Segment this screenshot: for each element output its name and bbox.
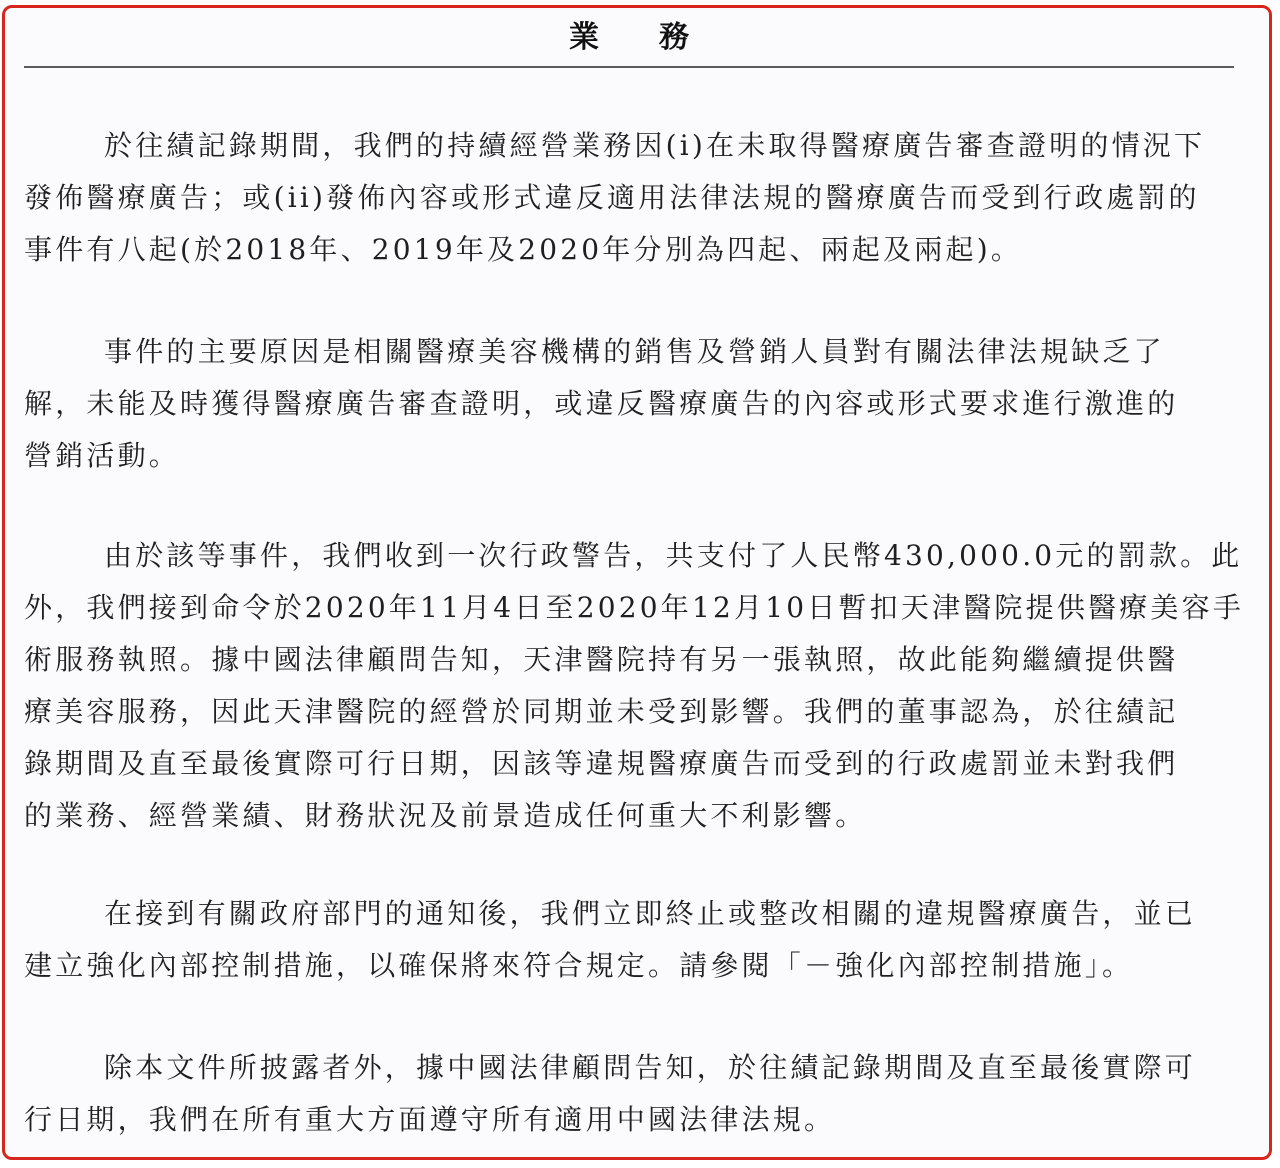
paragraph-remediation bbox=[24, 888, 1234, 992]
text-line: 由於該等事件，我們收到一次行政警告，共支付了人民幣430,000.0元的罰款。此 bbox=[104, 539, 1243, 572]
text-line: 事件的主要原因是相關醫療美容機構的銷售及營銷人員對有關法律法規缺乏了 bbox=[104, 335, 1165, 368]
paragraph-penalties bbox=[24, 530, 1245, 842]
text-line: 術服務執照。據中國法律顧問告知，天津醫院持有另一張執照，故此能夠繼續提供醫 bbox=[24, 643, 1179, 676]
text-line: 外，我們接到命令於2020年11月4日至2020年12月10日暫扣天津醫院提供醫療美容手 bbox=[24, 591, 1245, 624]
section-header bbox=[24, 14, 1234, 68]
text-line: 錄期間及直至最後實際可行日期，因該等違規醫療廣告而受到的行政處罰並未對我們 bbox=[24, 747, 1179, 780]
text-line: 事件有八起(於2018年、2019年及2020年分別為四起、兩起及兩起)。 bbox=[24, 233, 1023, 266]
text-line: 發佈醫療廣告；或(ii)發佈內容或形式違反適用法律法規的醫療廣告而受到行政處罰的 bbox=[24, 181, 1200, 214]
paragraph-violations bbox=[24, 120, 1234, 276]
paragraph-causes bbox=[24, 326, 1234, 482]
text-line: 營銷活動。 bbox=[24, 439, 181, 472]
page-title: 業務 bbox=[569, 20, 749, 55]
text-line: 解，未能及時獲得醫療廣告審查證明，或違反醫療廣告的內容或形式要求進行激進的 bbox=[24, 387, 1179, 420]
text-line: 在接到有關政府部門的通知後，我們立即終止或整改相關的違規醫療廣告，並已 bbox=[104, 897, 1197, 930]
text-line: 於往績記錄期間，我們的持續經營業務因(i)在未取得醫療廣告審查證明的情況下 bbox=[104, 129, 1206, 162]
text-line: 除本文件所披露者外，據中國法律顧問告知，於往績記錄期間及直至最後實際可 bbox=[104, 1051, 1197, 1084]
text-line: 建立強化內部控制措施，以確保將來符合規定。請參閱「－強化內部控制措施」。 bbox=[24, 949, 1134, 982]
paragraph-compliance bbox=[24, 1042, 1234, 1146]
text-line: 療美容服務，因此天津醫院的經營於同期並未受到影響。我們的董事認為，於往績記 bbox=[24, 695, 1179, 728]
text-line: 的業務、經營業績、財務狀況及前景造成任何重大不利影響。 bbox=[24, 799, 867, 832]
text-line: 行日期，我們在所有重大方面遵守所有適用中國法律法規。 bbox=[24, 1103, 836, 1136]
